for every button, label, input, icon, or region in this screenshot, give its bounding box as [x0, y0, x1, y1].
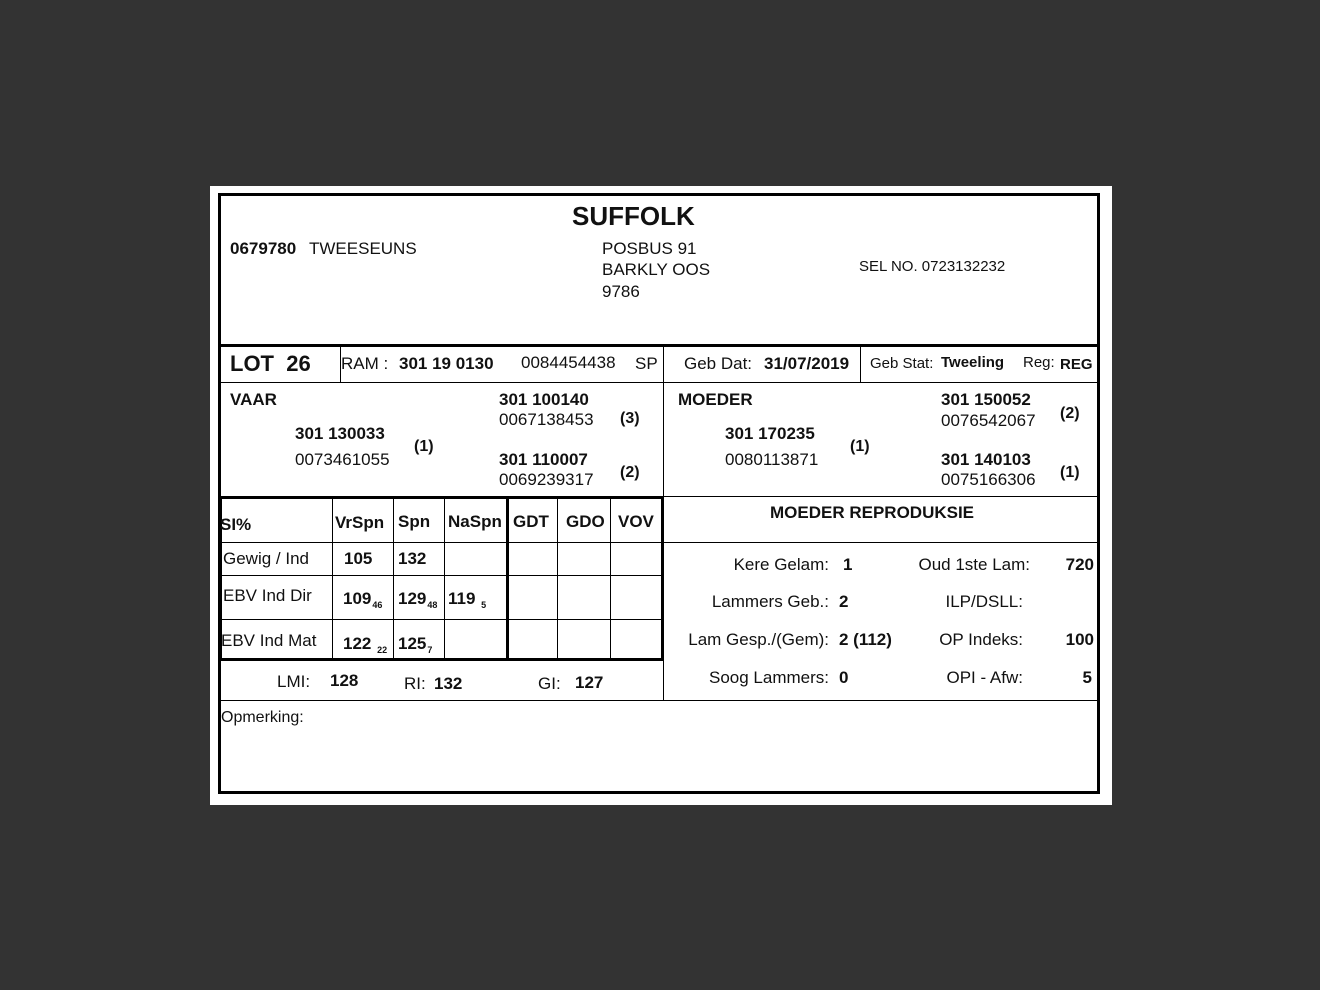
sire-score: (1)	[414, 438, 434, 455]
divider	[220, 344, 1098, 347]
cell-value: 132	[398, 549, 427, 568]
dam-sire-reg: 0076542067	[941, 411, 1036, 430]
ri-label: RI:	[404, 674, 426, 693]
birth-date: 31/07/2019	[764, 354, 850, 373]
row-label-ebv-dir: EBV Ind Dir	[223, 586, 312, 605]
column-header-naspn: NaSpn	[448, 512, 502, 531]
sire-dam-score: (2)	[620, 464, 640, 481]
divider	[664, 542, 1098, 543]
birth-date-label: Geb Dat:	[684, 354, 753, 373]
repro-value: 2	[839, 592, 849, 611]
divider	[393, 499, 394, 659]
cell-value: 122 $_{22}$	[343, 634, 388, 655]
ram-label: RAM :	[341, 354, 389, 373]
column-header-spn: Spn	[398, 512, 431, 531]
birth-status-label: Geb Stat:	[870, 355, 934, 372]
row-label-gewig: Gewig / Ind	[223, 549, 309, 568]
sire-sire-score: (3)	[620, 410, 640, 427]
reg-label: Reg:	[1023, 354, 1055, 371]
sire-label: VAAR	[230, 390, 277, 409]
table-border	[506, 496, 509, 661]
repro-label: Lammers Geb.:	[711, 592, 829, 611]
lmi-value: 128	[330, 671, 359, 690]
ri-value: 132	[434, 674, 463, 693]
column-header-si: SI%	[220, 515, 252, 534]
column-header-gdt: GDT	[513, 512, 549, 531]
gi-label: GI:	[538, 674, 561, 693]
table-border	[220, 496, 664, 499]
dam-dam-id: 301 140103	[941, 450, 1031, 469]
sire-sire-id: 301 100140	[499, 390, 589, 409]
repro-value: 2 (112)	[839, 630, 892, 649]
repro-value: 720	[1065, 555, 1094, 574]
divider	[220, 575, 662, 576]
repro-label: ILP/DSLL:	[945, 592, 1023, 611]
birth-status: Tweeling	[941, 354, 1005, 371]
dam-dam-reg: 0075166306	[941, 470, 1036, 489]
ram-id: 301 19 0130	[399, 354, 494, 373]
repro-value: 0	[839, 668, 849, 687]
reproduction-title: MOEDER REPRODUKSIE	[770, 503, 975, 522]
ram-reg: 0084454438	[521, 353, 616, 372]
cell-value: $125_7$	[398, 634, 433, 655]
sire-reg: 0073461055	[295, 450, 390, 469]
divider	[663, 346, 664, 496]
address-line-2: BARKLY OOS	[602, 260, 711, 279]
divider	[444, 499, 445, 659]
address-line-3: 9786	[602, 282, 640, 301]
sire-dam-reg: 0069239317	[499, 470, 594, 489]
dam-dam-score: (1)	[1060, 464, 1080, 481]
repro-label: Oud 1ste Lam:	[918, 555, 1030, 574]
repro-label: OP Indeks:	[939, 630, 1023, 649]
dam-id: 301 170235	[725, 424, 815, 443]
table-border	[220, 658, 664, 661]
sire-id: 301 130033	[295, 424, 385, 443]
repro-label: Lam Gesp./(Gem):	[688, 630, 829, 649]
breed-title: SUFFOLK	[572, 201, 695, 231]
divider	[220, 700, 1098, 701]
divider	[220, 542, 662, 543]
cell-value: 119 $_5$	[448, 589, 487, 610]
cell-value: $129_{48}$	[398, 589, 438, 610]
row-label-ebv-mat: EBV Ind Mat	[221, 631, 317, 650]
divider	[663, 498, 664, 700]
column-header-vov: VOV	[618, 512, 654, 531]
gi-value: 127	[575, 673, 604, 692]
owner-name: TWEESEUNS	[309, 239, 417, 258]
dam-sire-score: (2)	[1060, 405, 1080, 422]
sire-sire-reg: 0067138453	[499, 410, 594, 429]
remarks-label: Opmerking:	[221, 709, 304, 726]
card-frame	[218, 193, 1100, 794]
divider	[220, 382, 1098, 383]
dam-label: MOEDER	[678, 390, 753, 409]
reg-value: REG	[1060, 356, 1093, 373]
ram-suffix: SP	[635, 354, 658, 373]
divider	[860, 346, 861, 382]
phone-number: SEL NO. 0723132232	[859, 258, 1006, 275]
repro-value: 5	[1082, 668, 1092, 687]
repro-value: 1	[843, 555, 853, 574]
lmi-label: LMI:	[277, 672, 311, 691]
divider	[557, 499, 558, 659]
column-header-gdo: GDO	[566, 512, 605, 531]
divider	[610, 499, 611, 659]
repro-label: OPI - Afw:	[946, 668, 1023, 687]
repro-label: Soog Lammers:	[709, 668, 829, 687]
sire-dam-id: 301 110007	[499, 450, 588, 469]
cell-value: 105	[344, 549, 373, 568]
dam-reg: 0080113871	[725, 450, 819, 469]
lot-number: LOT 26	[230, 351, 311, 376]
divider	[332, 499, 333, 659]
repro-value: 100	[1065, 630, 1094, 649]
divider	[664, 496, 1098, 497]
dam-score: (1)	[850, 438, 870, 455]
column-header-vrspn: VrSpn	[335, 513, 385, 532]
owner-code: 0679780	[230, 239, 297, 258]
address-line-1: POSBUS 91	[602, 239, 697, 258]
dam-sire-id: 301 150052	[941, 390, 1031, 409]
cell-value: $109_{46}$	[343, 589, 383, 610]
divider	[220, 619, 662, 620]
repro-label: Kere Gelam:	[733, 555, 829, 574]
